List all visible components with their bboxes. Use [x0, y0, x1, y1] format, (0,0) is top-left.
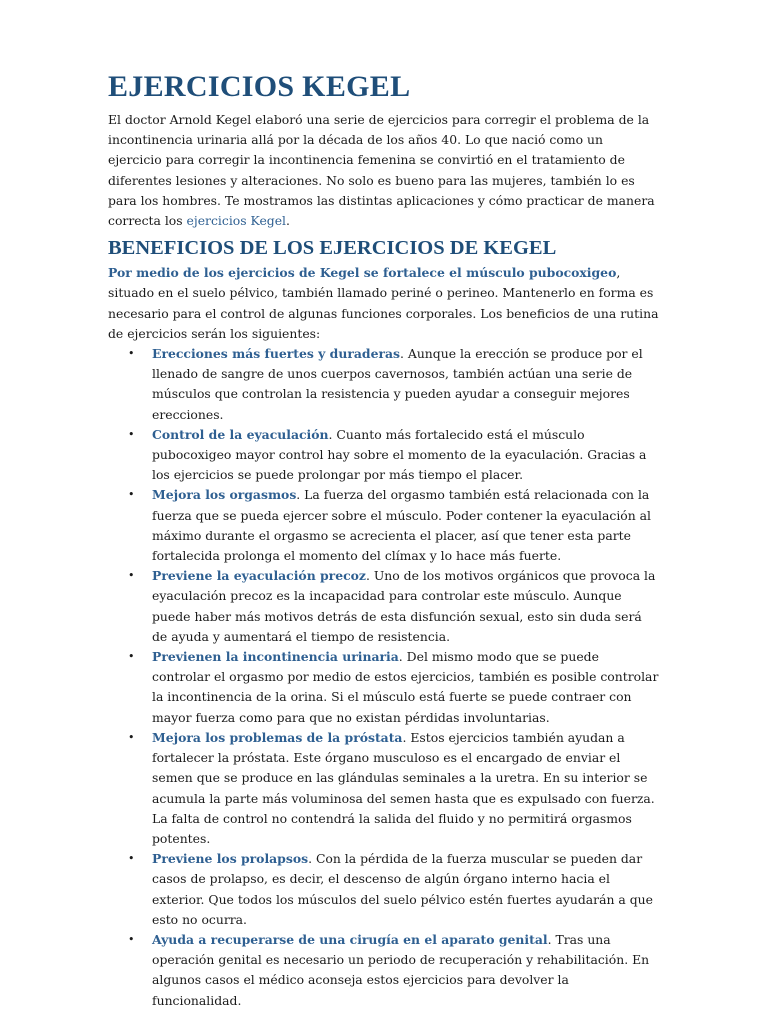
bullet-icon: •	[128, 852, 135, 866]
list-item	[128, 425, 660, 486]
bullet-icon: •	[128, 569, 135, 583]
benefit-term: Ayuda a recuperarse de una cirugía en el aparato genital	[152, 931, 548, 947]
benefit-text: . Estos ejercicios también ayudan a fortalecer la próstata. Este órgano musculoso es el encargado de enviar el semen que se produce en las glándulas seminales a la uretra. En su interior se acumula la parte más voluminosa del semen hasta que es expulsado con fuerza. La falta de control no contendrá la salida del fluido y no permitirá orgasmos potentes.	[152, 729, 655, 846]
bullet-icon: •	[128, 488, 135, 502]
page-title: EJERCICIOS KEGEL	[108, 70, 411, 103]
benefit-text: . La fuerza del orgasmo también está relacionada con la fuerza que se pueda ejercer sobre el músculo. Poder contener la eyaculación al máximo durante el orgasmo se acrecienta el placer, así que tener esta parte fortalecida prolonga el momento del clímax y lo hace más fuerte.	[152, 487, 652, 564]
list-item	[128, 566, 660, 647]
list-item	[128, 930, 660, 1011]
benefit-text: . Aunque la erección se produce por el llenado de sangre de unos cuerpos cavernosos, también actúan una serie de músculos que controlan la resistencia y pueden ayudar a conseguir mejores erecciones.	[152, 346, 643, 422]
section-intro-lead: Por medio de los ejercicios de Kegel se fortalece el músculo pubocoxigeo	[108, 265, 617, 281]
list-item	[128, 344, 660, 425]
section-intro-paragraph	[108, 263, 660, 344]
benefits-list	[108, 344, 660, 1011]
bullet-icon: •	[128, 347, 135, 361]
bullet-icon: •	[128, 650, 135, 664]
section-heading: BENEFICIOS DE LOS EJERCICIOS DE KEGEL	[108, 237, 557, 260]
benefit-term: Control de la eyaculación	[152, 426, 329, 442]
intro-paragraph	[108, 110, 660, 231]
benefit-term: Mejora los orgasmos	[152, 487, 297, 503]
bullet-icon: •	[128, 427, 135, 441]
intro-end: .	[286, 213, 290, 229]
list-item	[128, 647, 660, 728]
benefit-text: . Uno de los motivos orgánicos que provoca la eyaculación precoz es la incapacidad para controlar este músculo. Aunque puede haber más motivos detrás de esta disfunción sexual, esto sin duda será de ayuda y aumentará el tiempo de resistencia.	[152, 568, 656, 644]
benefit-text: . Del mismo modo que se puede controlar el orgasmo por medio de estos ejercicios, también es posible controlar la incontinencia de la orina. Si el músculo está fuerte se puede contraer con mayor fuerza como para que no existan pérdidas involuntarias.	[152, 649, 659, 725]
bullet-icon: •	[128, 932, 135, 946]
benefit-term: Previenen la incontinencia urinaria	[152, 649, 399, 665]
benefit-text: . Con la pérdida de la fuerza muscular se pueden dar casos de prolapso, es decir, el descenso de algún órgano interno hacia el exterior. Que todos los músculos del suelo pélvico estén fuertes ayudarán a que esto no ocurra.	[152, 851, 653, 927]
list-item	[128, 849, 660, 930]
benefit-term: Mejora los problemas de la próstata	[152, 729, 403, 745]
bullet-icon: •	[128, 730, 135, 744]
benefit-text: . Cuanto más fortalecido está el músculo pubocoxigeo mayor control hay sobre el momento de la eyaculación. Gracias a los ejercicios se puede prolongar por más tiempo el placer.	[152, 426, 647, 483]
intro-text: El doctor Arnold Kegel elaboró una serie de ejercicios para corregir el problema de la incontinencia urinaria allá por la década de los años 40. Lo que nació como un ejercicio para corregir la incontinencia femenina se convirtió en el tratamiento de diferentes lesiones y alteraciones. No solo es bueno para las mujeres, también lo es para los hombres. Te mostramos las distintas aplicaciones y cómo practicar de manera correcta los	[108, 112, 655, 229]
benefit-term: Previene los prolapsos	[152, 851, 309, 867]
benefit-term: Erecciones más fuertes y duraderas	[152, 346, 400, 362]
list-item	[128, 485, 660, 566]
benefit-text: . Tras una operación genital es necesario un periodo de recuperación y rehabilitación. En algunos casos el médico aconseja estos ejercicios para devolver la funcionalidad.	[152, 931, 650, 1008]
kegel-exercises-link[interactable]: ejercicios Kegel	[186, 213, 287, 229]
list-item	[128, 728, 660, 849]
benefit-term: Previene la eyaculación precoz	[152, 568, 366, 584]
section-intro-text: , situado en el suelo pélvico, también llamado periné o perineo. Mantenerlo en forma es necesario para el control de algunas funciones corporales. Los beneficios de una rutina de ejercicios serán los siguientes:	[108, 265, 659, 341]
